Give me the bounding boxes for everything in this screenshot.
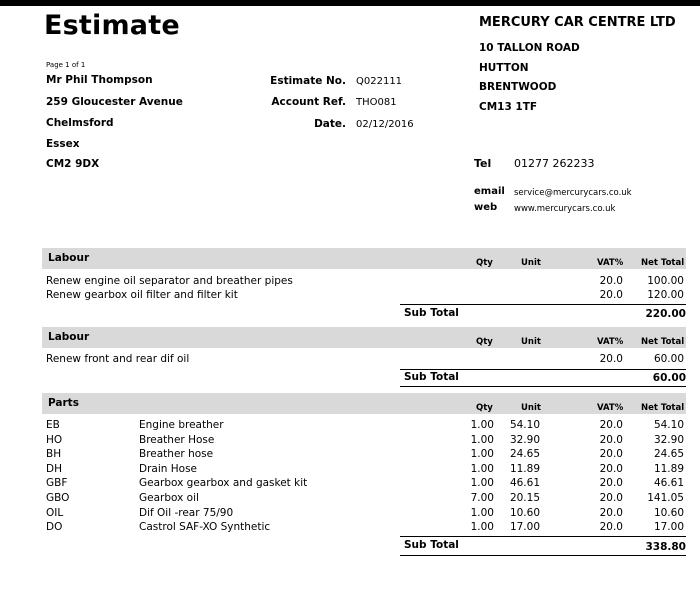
item-net: 54.10: [653, 419, 684, 431]
item-description: Castrol SAF-XO Synthetic: [139, 521, 271, 534]
column-header-vat: VAT%: [597, 337, 624, 347]
item-description: Renew engine oil separator and breather pipes: [46, 275, 293, 287]
web-value[interactable]: www.mercurycars.co.uk: [514, 204, 616, 214]
subtotal-label: Sub Total: [404, 371, 459, 383]
item-code: HO: [46, 433, 63, 446]
parts-row: [42, 507, 686, 521]
item-vat: 20.0: [599, 462, 623, 475]
parts-row: [42, 448, 686, 462]
subtotal-value: 338.80: [645, 541, 686, 553]
company-address-line-1: 10 TALLON ROAD: [479, 42, 580, 54]
item-unit-price: 54.10: [509, 419, 540, 431]
parts-row: [42, 463, 686, 477]
item-code: DH: [46, 462, 62, 475]
line-item: [42, 275, 686, 289]
item-net: 11.89: [653, 462, 684, 475]
item-vat: 20.0: [599, 419, 623, 431]
item-unit-price: 17.00: [509, 521, 540, 534]
item-description: Breather Hose: [139, 433, 215, 446]
item-qty: 1.00: [470, 433, 494, 446]
item-vat: 20.0: [599, 521, 623, 534]
company-name: MERCURY CAR CENTRE LTD: [479, 15, 676, 30]
document-title: Estimate: [44, 10, 180, 41]
column-header-net: Net Total: [641, 258, 685, 268]
customer-name: Mr Phil Thompson: [46, 74, 153, 86]
item-vat: 20.0: [599, 433, 623, 446]
parts-row: [42, 477, 686, 491]
date-label: Date.: [314, 118, 346, 130]
item-qty: 1.00: [470, 506, 494, 519]
item-vat: 20.0: [599, 275, 623, 287]
tel-label: Tel: [474, 157, 492, 170]
section-band-parts: [42, 393, 686, 414]
section-band-labour-2: [42, 327, 686, 348]
item-vat: 20.0: [599, 448, 623, 461]
subtotal-label: Sub Total: [404, 307, 459, 319]
item-code: EB: [46, 419, 60, 431]
item-description: Renew gearbox oil filter and filter kit: [46, 289, 238, 301]
column-header-unit: Unit: [521, 258, 541, 268]
column-header-vat: VAT%: [597, 403, 624, 413]
item-vat: 20.0: [599, 506, 623, 519]
company-address-line-3: BRENTWOOD: [479, 81, 557, 93]
date-value: 02/12/2016: [356, 119, 414, 130]
column-header-unit: Unit: [521, 403, 541, 413]
item-description: Gearbox gearbox and gasket kit: [139, 477, 308, 490]
section-title: Labour: [48, 252, 90, 264]
page-label: Page 1 of 1: [46, 61, 86, 69]
item-vat: 20.0: [599, 492, 623, 504]
customer-address-line-2: Chelmsford: [46, 117, 114, 129]
section-band-labour-1: [42, 248, 686, 269]
item-qty: 1.00: [470, 521, 494, 534]
subtotal-rule: [400, 369, 686, 370]
column-header-vat: VAT%: [597, 258, 624, 268]
account-ref-value: THO081: [356, 97, 397, 108]
tel-value: 01277 262233: [514, 157, 595, 170]
line-item: [42, 353, 686, 367]
item-net: 100.00: [647, 275, 684, 287]
subtotal-value: 60.00: [652, 372, 686, 384]
item-unit-price: 11.89: [509, 462, 540, 475]
item-description: Drain Hose: [139, 462, 197, 475]
section-title: Labour: [48, 331, 90, 343]
subtotal-rule: [400, 304, 686, 305]
parts-row: [42, 434, 686, 448]
column-header-qty: Qty: [476, 337, 493, 347]
column-header-net: Net Total: [641, 337, 685, 347]
item-vat: 20.0: [599, 289, 623, 301]
item-net: 60.00: [653, 353, 684, 365]
item-unit-price: 20.15: [509, 492, 540, 504]
item-qty: 1.00: [470, 477, 494, 490]
item-code: BH: [46, 448, 62, 461]
item-vat: 20.0: [599, 353, 623, 365]
item-code: GBF: [46, 477, 68, 490]
item-net: 120.00: [647, 289, 684, 301]
top-border: [0, 0, 700, 6]
column-header-qty: Qty: [476, 258, 493, 268]
company-address-line-2: HUTTON: [479, 62, 529, 74]
item-description: Dif Oil -rear 75/90: [139, 506, 234, 519]
item-net: 141.05: [647, 492, 684, 504]
customer-address-line-3: Essex: [46, 138, 80, 150]
item-description: Breather hose: [139, 448, 214, 461]
estimate-no-value: Q022111: [356, 76, 403, 87]
customer-address-line-4: CM2 9DX: [46, 158, 100, 170]
item-net: 32.90: [653, 433, 684, 446]
email-label: email: [474, 186, 505, 197]
web-label: web: [474, 202, 498, 213]
item-vat: 20.0: [599, 477, 623, 490]
item-description: Engine breather: [139, 419, 224, 431]
item-qty: 1.00: [470, 419, 494, 431]
subtotal-rule: [400, 536, 686, 537]
estimate-no-label: Estimate No.: [270, 75, 346, 87]
line-item: [42, 289, 686, 303]
subtotal-value: 220.00: [645, 308, 686, 320]
parts-row: [42, 521, 686, 535]
item-net: 10.60: [653, 506, 684, 519]
account-ref-label: Account Ref.: [271, 96, 346, 108]
item-qty: 1.00: [470, 448, 494, 461]
item-net: 24.65: [653, 448, 684, 461]
item-unit-price: 10.60: [509, 506, 540, 519]
subtotal-label: Sub Total: [404, 539, 459, 551]
item-code: OIL: [46, 506, 64, 519]
item-code: GBO: [46, 492, 70, 504]
item-net: 17.00: [653, 521, 684, 534]
parts-row: [42, 419, 686, 433]
subtotal-underline: [400, 386, 686, 387]
section-title: Parts: [48, 397, 79, 409]
parts-row: [42, 492, 686, 506]
company-address-line-4: CM13 1TF: [479, 101, 538, 113]
item-unit-price: 46.61: [509, 477, 540, 490]
item-qty: 1.00: [470, 462, 494, 475]
column-header-qty: Qty: [476, 403, 493, 413]
subtotal-underline: [400, 555, 686, 556]
column-header-unit: Unit: [521, 337, 541, 347]
item-net: 46.61: [653, 477, 684, 490]
column-header-net: Net Total: [641, 403, 685, 413]
item-unit-price: 32.90: [509, 433, 540, 446]
item-unit-price: 24.65: [509, 448, 540, 461]
item-description: Renew front and rear dif oil: [46, 353, 190, 365]
customer-address-line-1: 259 Gloucester Avenue: [46, 96, 183, 108]
item-qty: 7.00: [470, 492, 494, 504]
item-description: Gearbox oil: [139, 492, 199, 504]
item-code: DO: [46, 521, 63, 534]
email-value[interactable]: service@mercurycars.co.uk: [514, 188, 632, 198]
